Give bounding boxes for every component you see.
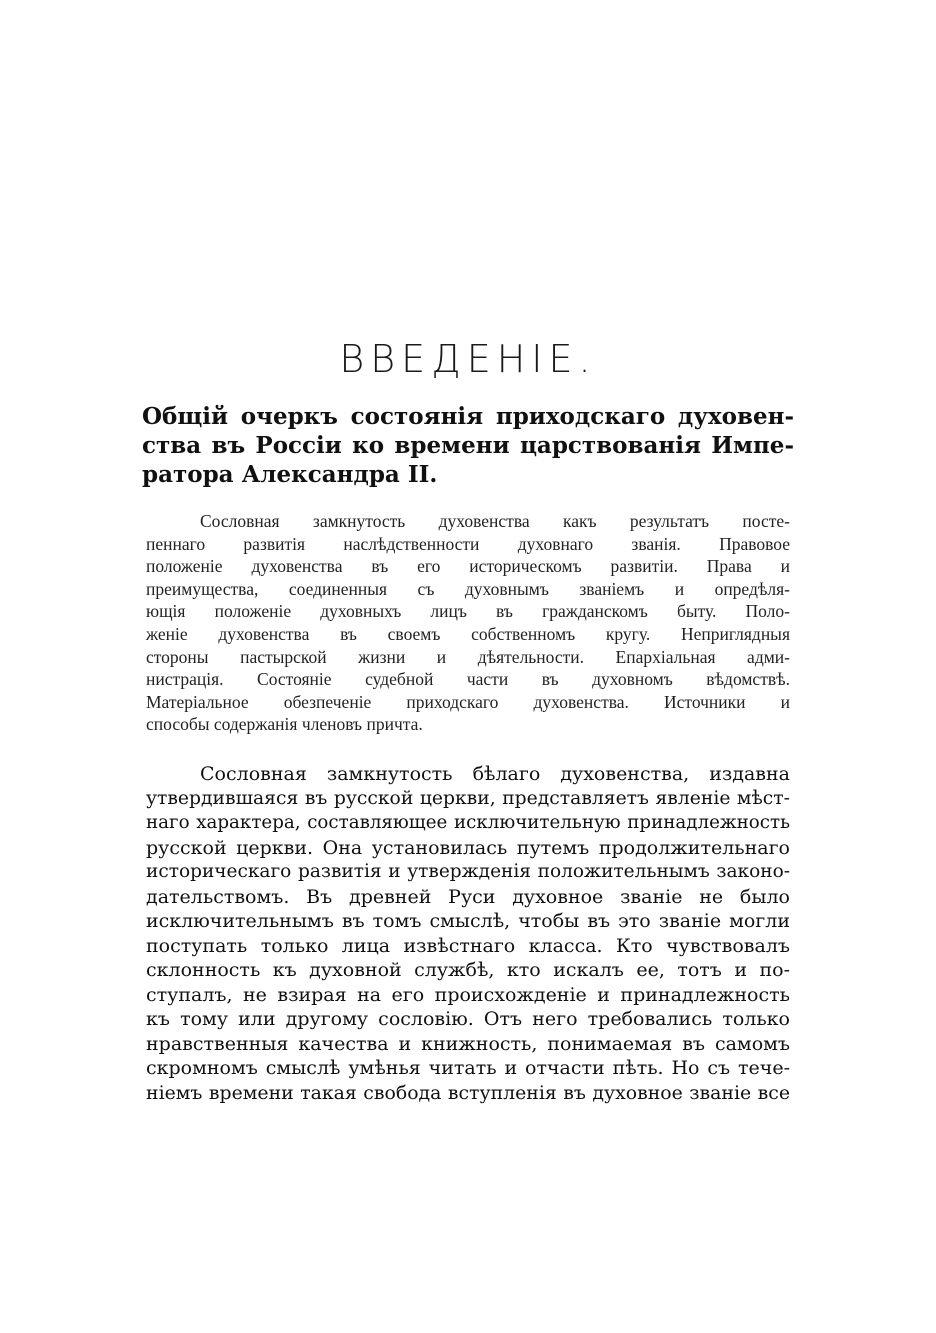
body-line: скромномъ смыслѣ умѣнья читать и отчасти пѣть. Но съ тече- xyxy=(146,1057,790,1079)
summary-line: нистрація. Состояніе судебной части въ духовномъ вѣдомствѣ. xyxy=(146,669,790,690)
summary-line: стороны пастырской жизни и дѣятельности. Епархіальная адми- xyxy=(146,646,790,667)
body-line: поступать только лица извѣстнаго класса. Кто чувствовалъ xyxy=(146,934,790,957)
summary-line: положеніе духовенства въ его историческомъ развитіи. Права и xyxy=(146,556,790,577)
body-line: историческаго развитія и утвержденія положительнымъ законо- xyxy=(146,861,790,882)
subtitle-line: Общій очеркъ состоянія приходскаго духовен- xyxy=(142,403,794,430)
chapter-summary xyxy=(146,510,790,736)
body-paragraph xyxy=(146,762,790,1105)
summary-line: пеннаго развитія наслѣдственности духовнаго званія. Правовое xyxy=(146,533,790,554)
body-line: ступалъ, не взирая на его происхожденіе и принадлежность xyxy=(146,983,790,1006)
summary-line: способы содержанія членовъ причта. xyxy=(146,714,423,735)
body-line: исключительнымъ въ томъ смыслѣ, чтобы въ это званіе могли xyxy=(146,910,790,932)
body-line: утвердившаяся въ русской церкви, представляетъ явленіе мѣст- xyxy=(146,787,790,809)
subtitle-line: ства въ Россіи ко времени царствованія Импе- xyxy=(142,432,794,459)
summary-line: женіе духовенства въ своемъ собственномъ кругу. Неприглядныя xyxy=(146,623,790,644)
body-line: ніемъ времени такая свобода вступленія въ духовное званіе все xyxy=(146,1081,790,1104)
summary-line: Сословная замкнутость духовенства какъ результатъ посте- xyxy=(200,511,790,531)
summary-line: ющія положеніе духовныхъ лицъ въ гражданскомъ быту. Поло- xyxy=(146,601,790,622)
chapter-title: ВВЕДЕНІЕ. xyxy=(339,337,597,381)
body-line: Сословная замкнутость бѣлаго духовенства, издавна xyxy=(200,763,790,785)
body-line: нравственныя качества и книжность, понимаемая въ самомъ xyxy=(146,1032,790,1055)
subtitle-line: ратора Александра II. xyxy=(142,461,438,488)
body-line: русской церкви. Она установилась путемъ продолжительнаго xyxy=(146,836,790,859)
chapter-subtitle xyxy=(142,402,794,489)
summary-line: преимущества, соединенныя съ духовнымъ званіемъ и опредѣля- xyxy=(146,578,790,599)
body-line: склонность къ духовной службѣ, кто искалъ ее, тотъ и по- xyxy=(146,959,790,981)
body-line: наго характера, составляющее исключительную принадлежность xyxy=(146,812,790,833)
summary-line: Матеріальное обезпеченіе приходскаго духовенства. Источники и xyxy=(146,691,790,712)
body-line: къ тому или другому сословію. Отъ него требовались только xyxy=(146,1008,790,1030)
body-line: дательствомъ. Въ древней Руси духовное званіе не было xyxy=(146,885,790,908)
